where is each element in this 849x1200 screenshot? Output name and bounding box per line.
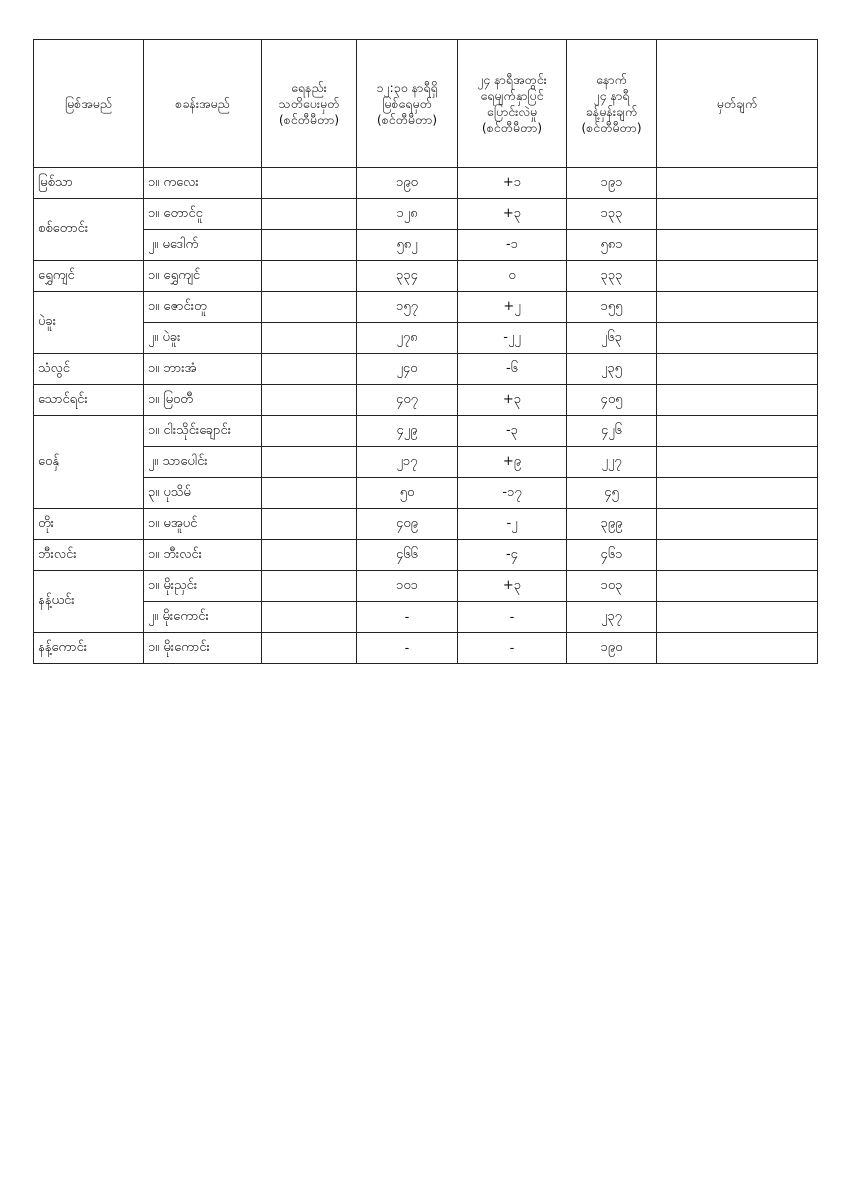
- table-row: [34, 261, 818, 292]
- table-row: [34, 416, 818, 447]
- low-warning-cell: [262, 416, 357, 447]
- low-warning-cell: [262, 230, 357, 261]
- remark-cell: [657, 602, 818, 633]
- station-name-cell: ၁။ မအူပင်: [144, 509, 262, 540]
- table-row: [34, 323, 818, 354]
- table-row: [34, 509, 818, 540]
- water-level-cell: ၂၇၈: [357, 323, 458, 354]
- forecast-cell: ၅၈၁: [567, 230, 657, 261]
- water-level-cell: ၁၂၈: [357, 199, 458, 230]
- remark-cell: [657, 478, 818, 509]
- water-level-cell: ၅၈၂: [357, 230, 458, 261]
- low-warning-cell: [262, 292, 357, 323]
- change-cell: -၆: [458, 354, 567, 385]
- remark-cell: [657, 292, 818, 323]
- remark-cell: [657, 416, 818, 447]
- station-name-cell: ၃။ ပုသိမ်: [144, 478, 262, 509]
- low-warning-cell: [262, 540, 357, 571]
- water-level-cell: -: [357, 633, 458, 664]
- header-station-name: စခန်းအမည်: [144, 40, 262, 168]
- station-name-cell: ၁။ ဘားအံ: [144, 354, 262, 385]
- change-cell: -၁၇: [458, 478, 567, 509]
- forecast-cell: ၄၆၁: [567, 540, 657, 571]
- remark-cell: [657, 230, 818, 261]
- forecast-cell: ၁၃၃: [567, 199, 657, 230]
- table-row: [34, 571, 818, 602]
- remark-cell: [657, 571, 818, 602]
- table-body: [34, 168, 818, 664]
- low-warning-cell: [262, 571, 357, 602]
- remark-cell: [657, 385, 818, 416]
- forecast-cell: ၁၀၃: [567, 571, 657, 602]
- forecast-cell: ၂၂၇: [567, 447, 657, 478]
- station-name-cell: ၁။ ကလေး: [144, 168, 262, 199]
- river-name-cell: စစ်တောင်း: [34, 199, 144, 261]
- change-cell: -၄: [458, 540, 567, 571]
- forecast-cell: ၁၉၀: [567, 633, 657, 664]
- table-row: [34, 385, 818, 416]
- forecast-cell: ၂၃၇: [567, 602, 657, 633]
- table-row: [34, 478, 818, 509]
- table-row: [34, 168, 818, 199]
- table-row: [34, 602, 818, 633]
- remark-cell: [657, 168, 818, 199]
- forecast-cell: ၄၀၅: [567, 385, 657, 416]
- remark-cell: [657, 323, 818, 354]
- water-level-cell: ၁၅၇: [357, 292, 458, 323]
- forecast-cell: ၂၃၅: [567, 354, 657, 385]
- change-cell: -: [458, 602, 567, 633]
- header-remarks: မှတ်ချက်: [657, 40, 818, 168]
- low-warning-cell: [262, 385, 357, 416]
- change-cell: +၃: [458, 199, 567, 230]
- station-name-cell: ၁။ မြဝတီ: [144, 385, 262, 416]
- water-level-cell: ၃၃၄: [357, 261, 458, 292]
- water-level-cell: ၄၆၆: [357, 540, 458, 571]
- forecast-cell: ၄၂၆: [567, 416, 657, 447]
- river-name-cell: မြစ်သာ: [34, 168, 144, 199]
- table-row: [34, 354, 818, 385]
- river-name-cell: သံလွင်: [34, 354, 144, 385]
- remark-cell: [657, 261, 818, 292]
- table-row: [34, 199, 818, 230]
- river-level-table: [33, 39, 818, 664]
- remark-cell: [657, 354, 818, 385]
- forecast-cell: ၃၉၉: [567, 509, 657, 540]
- station-name-cell: ၂။ ပဲခူး: [144, 323, 262, 354]
- change-cell: -၂၂: [458, 323, 567, 354]
- low-warning-cell: [262, 633, 357, 664]
- low-warning-cell: [262, 168, 357, 199]
- water-level-cell: ၅၀: [357, 478, 458, 509]
- header-24h-forecast: နောက် ၂၄ နာရီ ခန့်မှန်းချက် (စင်တီမီတာ): [567, 40, 657, 168]
- river-name-cell: နန့်ကောင်း: [34, 633, 144, 664]
- header-current-water-level: ၁၂:၃၀ နာရီရှိ မြစ်ရေမှတ် (စင်တီမီတာ): [357, 40, 458, 168]
- change-cell: -၂: [458, 509, 567, 540]
- water-level-cell: ၄၀၇: [357, 385, 458, 416]
- station-name-cell: ၂။ မိုးကောင်း: [144, 602, 262, 633]
- change-cell: +၃: [458, 385, 567, 416]
- change-cell: +၂: [458, 292, 567, 323]
- river-name-cell: နန့်ယင်း: [34, 571, 144, 633]
- forecast-cell: ၄၅: [567, 478, 657, 509]
- river-name-cell: ဘီးလင်း: [34, 540, 144, 571]
- remark-cell: [657, 540, 818, 571]
- low-warning-cell: [262, 323, 357, 354]
- river-name-cell: ပဲခူး: [34, 292, 144, 354]
- river-name-cell: သောင်ရင်း: [34, 385, 144, 416]
- forecast-cell: ၁၉၁: [567, 168, 657, 199]
- station-name-cell: ၁။ ဇောင်းတူ: [144, 292, 262, 323]
- change-cell: -: [458, 633, 567, 664]
- forecast-cell: ၃၃၃: [567, 261, 657, 292]
- station-name-cell: ၁။ ငါးသိုင်းချောင်း: [144, 416, 262, 447]
- table-row: [34, 230, 818, 261]
- station-name-cell: ၂။ သာပေါင်း: [144, 447, 262, 478]
- water-level-cell: ၂၁၇: [357, 447, 458, 478]
- change-cell: +၁: [458, 168, 567, 199]
- table-row: [34, 292, 818, 323]
- water-level-cell: -: [357, 602, 458, 633]
- forecast-cell: ၂၆၃: [567, 323, 657, 354]
- remark-cell: [657, 199, 818, 230]
- station-name-cell: ၁။ မိုးကောင်း: [144, 633, 262, 664]
- station-name-cell: ၁။ တောင်ငူ: [144, 199, 262, 230]
- water-level-cell: ၂၄၀: [357, 354, 458, 385]
- low-warning-cell: [262, 354, 357, 385]
- water-level-cell: ၁၉၀: [357, 168, 458, 199]
- header-low-warning-level: ရေနည်း သတိပေးမှတ် (စင်တီမီတာ): [262, 40, 357, 168]
- low-warning-cell: [262, 199, 357, 230]
- river-name-cell: တိုး: [34, 509, 144, 540]
- table-row: [34, 447, 818, 478]
- change-cell: -၁: [458, 230, 567, 261]
- header-24h-change: ၂၄ နာရီအတွင်း ရေမျက်နှာပြင် ပြောင်းလဲမှု (စင်တီမီတာ): [458, 40, 567, 168]
- river-name-cell: ရွှေကျင်: [34, 261, 144, 292]
- remark-cell: [657, 633, 818, 664]
- change-cell: +၉: [458, 447, 567, 478]
- forecast-cell: ၁၅၅: [567, 292, 657, 323]
- water-level-cell: ၄၂၉: [357, 416, 458, 447]
- remark-cell: [657, 509, 818, 540]
- low-warning-cell: [262, 602, 357, 633]
- change-cell: +၃: [458, 571, 567, 602]
- header-row: [34, 40, 818, 168]
- header-river-name: မြစ်အမည်: [34, 40, 144, 168]
- station-name-cell: ၁။ ဘီးလင်း: [144, 540, 262, 571]
- low-warning-cell: [262, 478, 357, 509]
- table-row: [34, 633, 818, 664]
- low-warning-cell: [262, 447, 357, 478]
- remark-cell: [657, 447, 818, 478]
- change-cell: -၃: [458, 416, 567, 447]
- low-warning-cell: [262, 509, 357, 540]
- low-warning-cell: [262, 261, 357, 292]
- station-name-cell: ၁။ ရွှေကျင်: [144, 261, 262, 292]
- water-level-cell: ၄၀၉: [357, 509, 458, 540]
- station-name-cell: ၁။ မိုးညှင်း: [144, 571, 262, 602]
- station-name-cell: ၂။ မဒေါက်: [144, 230, 262, 261]
- change-cell: ၀: [458, 261, 567, 292]
- river-name-cell: ဝေနှ်: [34, 416, 144, 509]
- water-level-cell: ၁၀၁: [357, 571, 458, 602]
- table-row: [34, 540, 818, 571]
